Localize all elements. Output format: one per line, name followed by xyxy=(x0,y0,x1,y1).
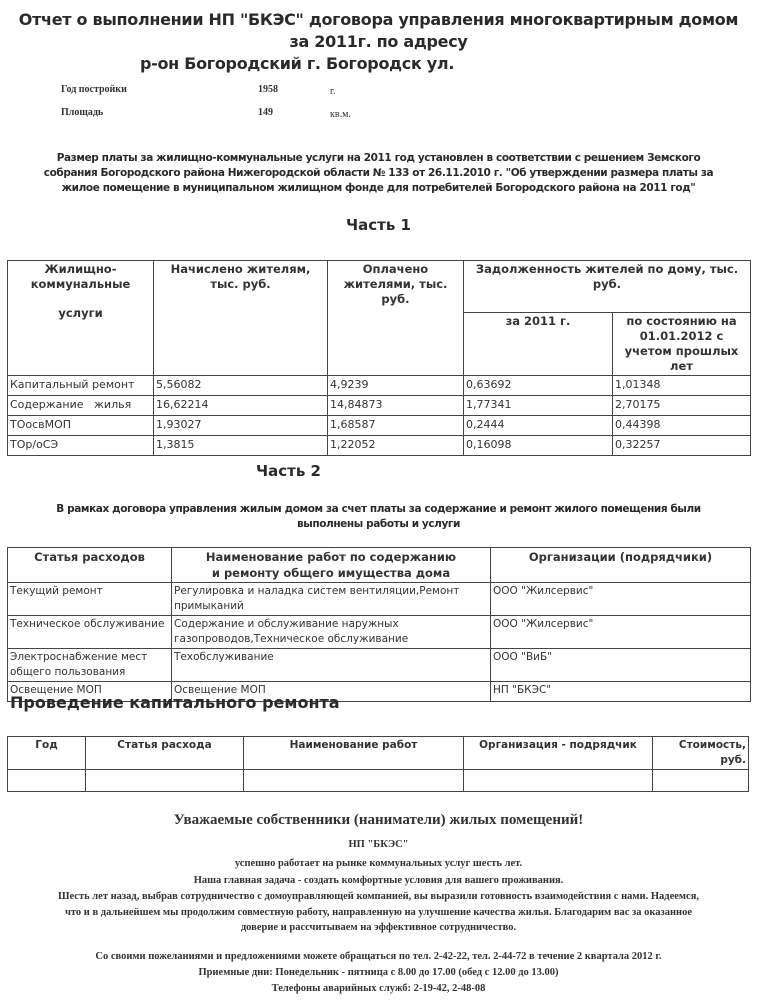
report-title-address: р-он Богородский г. Богородск ул. xyxy=(140,54,455,73)
letter-line5: доверие и рассчитываем на эффективное сотрудничество. xyxy=(240,922,517,933)
cell-debt-total: 0,44398 xyxy=(613,416,751,436)
cell-debt-year: 0,63692 xyxy=(464,376,613,396)
report-title-line2: за 2011г. по адресу xyxy=(289,32,468,51)
year-built-value: 1958 xyxy=(258,84,278,95)
works-table xyxy=(7,547,751,702)
cell-charged: 16,62214 xyxy=(154,396,328,416)
cell-works xyxy=(244,770,464,792)
table-row xyxy=(8,583,751,616)
cell-charged: 1,3815 xyxy=(154,436,328,456)
part2-intro-line2: выполнены работы и услуги xyxy=(297,518,460,530)
part1-heading: Часть 1 xyxy=(346,216,411,234)
intro-line2: собрания Богородского района Нижегородской области № 133 от 26.11.2010 г. "Об утверждении размера платы за xyxy=(43,167,714,179)
table-row xyxy=(8,649,751,682)
header-year: Год xyxy=(8,737,86,770)
cell-cost xyxy=(653,770,749,792)
cell-org xyxy=(464,770,653,792)
letter-line1: успешно работает на рынке коммунальных услуг шесть лет. xyxy=(234,858,523,869)
letter-line4: что и в дальнейшем мы продолжим совместную работу, направленную на улучшение качества жилья. Благодарим вас за оказанное xyxy=(64,907,693,918)
header-paid: Оплачено жителями, тыс. руб. xyxy=(328,261,464,376)
cell-debt-total: 1,01348 xyxy=(613,376,751,396)
report-title-line1: Отчет о выполнении НП "БКЭС" договора управления многоквартирным домом xyxy=(18,10,739,29)
cell-item xyxy=(86,770,244,792)
area-unit: кв.м. xyxy=(330,109,351,120)
cell-charged: 1,93027 xyxy=(154,416,328,436)
cell-works: Содержание и обслуживание наружных газопроводов,Техническое обслуживание xyxy=(172,616,491,649)
header-works: Наименование работ xyxy=(244,737,464,770)
cell-paid: 14,84873 xyxy=(328,396,464,416)
cell-service: ТОр/оСЭ xyxy=(8,436,154,456)
capital-repair-heading: Проведение капитального ремонта xyxy=(10,693,340,712)
header-services-line1: Жилищно- xyxy=(44,262,117,276)
table-row xyxy=(8,436,751,456)
table-row xyxy=(8,396,751,416)
letter-line3: Шесть лет назад, выбрав сотрудничество с домоуправляющей компанией, вы выразили готовность взаимодействия с нами. Надеемся, xyxy=(57,891,700,902)
utilities-table xyxy=(7,260,751,456)
header-charged: Начислено жителям, тыс. руб. xyxy=(154,261,328,376)
table-row xyxy=(8,416,751,436)
table-row xyxy=(8,376,751,396)
letter-contact: Со своими пожеланиями и предложениями можете обращаться по тел. 2-42-22, тел. 2-44-72 в течение 2 квартала 2012 г. xyxy=(95,951,662,962)
header-debt-year: за 2011 г. xyxy=(464,313,613,376)
cell-debt-year: 0,16098 xyxy=(464,436,613,456)
header-services-line3: услуги xyxy=(58,306,103,320)
header-works: Наименование работ по содержанию и ремонту общего имущества дома xyxy=(172,548,491,583)
header-org: Организации (подрядчики) xyxy=(491,548,751,583)
cell-service: ТОосвМОП xyxy=(8,416,154,436)
cell-paid: 4,9239 xyxy=(328,376,464,396)
area-value: 149 xyxy=(258,107,273,118)
letter-line2: Наша главная задача - создать комфортные условия для вашего проживания. xyxy=(193,875,564,886)
cell-works: Освещение МОП xyxy=(172,682,491,702)
intro-line3: жилое помещение в муниципальном жилищном фонде для потребителей Богородского района на 2011 год" xyxy=(61,182,696,194)
cell-item: Освещение МОП xyxy=(8,682,172,702)
header-debt-total: по состоянию на 01.01.2012 с учетом прошлых лет xyxy=(613,313,751,376)
cell-debt-total: 2,70175 xyxy=(613,396,751,416)
table-row xyxy=(8,616,751,649)
cell-works: Регулировка и наладка систем вентиляции,Ремонт примыканий xyxy=(172,583,491,616)
cell-item: Электроснабжение мест общего пользования xyxy=(8,649,172,682)
cell-charged: 5,56082 xyxy=(154,376,328,396)
cell-debt-year: 1,77341 xyxy=(464,396,613,416)
intro-line1: Размер платы за жилищно-коммунальные услуги на 2011 год установлен в соответствии с решением Земского xyxy=(56,152,701,164)
header-debt: Задолженность жителей по дому, тыс. руб. xyxy=(464,261,751,313)
cell-service: Капитальный ремонт xyxy=(8,376,154,396)
cell-paid: 1,22052 xyxy=(328,436,464,456)
cell-org: ООО "Жилсервис" xyxy=(491,583,751,616)
letter-org: НП "БКЭС" xyxy=(348,839,409,850)
letter-hours: Приемные дни: Понедельник - пятница с 8.00 до 17.00 (обед с 12.00 до 13.00) xyxy=(198,967,559,978)
cell-item: Техническое обслуживание xyxy=(8,616,172,649)
area-label: Площадь xyxy=(61,107,104,118)
part2-intro-line1: В рамках договора управления жилым домом за счет платы за содержание и ремонт жилого помещения были xyxy=(56,503,701,515)
cell-year xyxy=(8,770,86,792)
year-built-label: Год постройки xyxy=(61,84,127,95)
letter-emergency: Телефоны аварийных служб: 2-19-42, 2-48-08 xyxy=(271,983,486,994)
cell-service: Содержание жилья xyxy=(8,396,154,416)
header-services xyxy=(8,261,154,376)
cell-debt-year: 0,2444 xyxy=(464,416,613,436)
cell-org: НП "БКЭС" xyxy=(491,682,751,702)
header-org: Организация - подрядчик xyxy=(464,737,653,770)
cell-item: Текущий ремонт xyxy=(8,583,172,616)
header-item: Статья расходов xyxy=(8,548,172,583)
cell-paid: 1,68587 xyxy=(328,416,464,436)
cell-debt-total: 0,32257 xyxy=(613,436,751,456)
capital-repair-table xyxy=(7,736,749,792)
header-item: Статья расхода xyxy=(86,737,244,770)
cell-org: ООО "Жилсервис" xyxy=(491,616,751,649)
header-services-line2: коммунальные xyxy=(30,277,131,291)
cell-works: Техобслуживание xyxy=(172,649,491,682)
cell-org: ООО "ВиБ" xyxy=(491,649,751,682)
table-row xyxy=(8,770,749,792)
letter-heading: Уважаемые собственники (наниматели) жилых помещений! xyxy=(173,812,584,828)
header-cost: Стоимость, руб. xyxy=(653,737,749,770)
part2-heading: Часть 2 xyxy=(256,462,321,480)
year-built-unit: г. xyxy=(330,86,336,97)
